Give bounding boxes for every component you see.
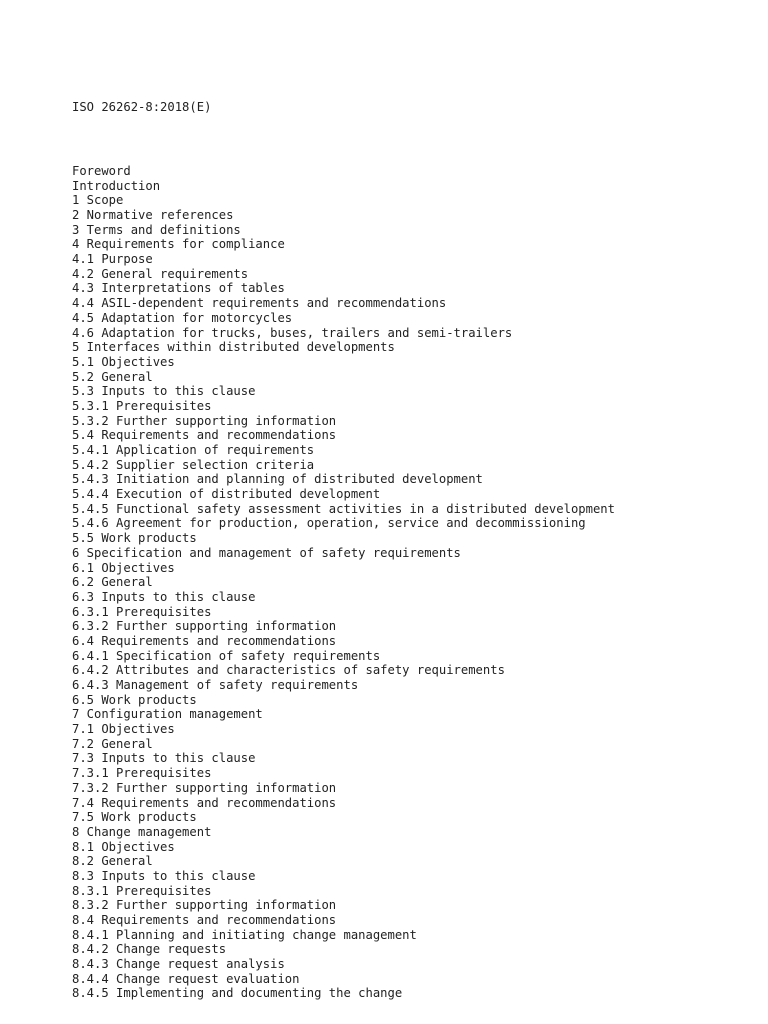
toc-entry: 5.4.3 Initiation and planning of distributed development: [72, 472, 483, 487]
toc-entry: 8.3 Inputs to this clause: [72, 868, 256, 883]
toc-entry: 7.3 Inputs to this clause: [72, 751, 256, 766]
toc-entry: 8.2 General: [72, 854, 153, 869]
toc-entry: 5.4.1 Application of requirements: [72, 443, 315, 458]
toc-entry: 5.4.2 Supplier selection criteria: [72, 457, 315, 472]
toc-entry: 5.3.2 Further supporting information: [72, 413, 337, 428]
toc-entry: 5 Interfaces within distributed developments: [72, 340, 395, 355]
toc-entry: 8.3.2 Further supporting information: [72, 898, 337, 913]
toc-entry: 6 Specification and management of safety requirements: [72, 545, 461, 560]
toc-entry: 4.2 General requirements: [72, 266, 249, 281]
toc-entry: 8.4.3 Change request analysis: [72, 957, 285, 972]
toc-entry: 6.3 Inputs to this clause: [72, 589, 256, 604]
toc-entry: 7.3.1 Prerequisites: [72, 766, 212, 781]
toc-entry: 6.4 Requirements and recommendations: [72, 633, 337, 648]
toc-entry: 2 Normative references: [72, 208, 234, 223]
toc-entry: 4.1 Purpose: [72, 252, 153, 267]
toc-entry: 8.4.1 Planning and initiating change management: [72, 927, 417, 942]
toc-entry: 6.1 Objectives: [72, 560, 175, 575]
toc-entry: 6.4.3 Management of safety requirements: [72, 678, 359, 693]
toc-entry: 4.5 Adaptation for motorcycles: [72, 310, 293, 325]
toc-entry: 6.4.1 Specification of safety requirements: [72, 648, 381, 663]
toc-entry: Foreword: [72, 163, 131, 178]
toc-entry: 8.4 Requirements and recommendations: [72, 913, 337, 928]
toc-entry: 4.6 Adaptation for trucks, buses, trailers and semi-trailers: [72, 325, 513, 340]
toc-entry: 7.4 Requirements and recommendations: [72, 795, 337, 810]
toc-entry: 5.2 General: [72, 369, 153, 384]
toc-entry: 3 Terms and definitions: [72, 222, 241, 237]
toc-entry: Introduction: [72, 178, 161, 193]
toc-entry: 5.4 Requirements and recommendations: [72, 428, 337, 443]
toc-entry: 6.3.1 Prerequisites: [72, 604, 212, 619]
toc-entry: 5.5 Work products: [72, 531, 197, 546]
toc-entry: 7.5 Work products: [72, 810, 197, 825]
toc-entry: 8.3.1 Prerequisites: [72, 883, 212, 898]
toc-entry: 7.2 General: [72, 736, 153, 751]
toc-entry: 1 Scope: [72, 193, 124, 208]
toc-entry: 8.4.5 Implementing and documenting the change: [72, 986, 403, 1001]
toc-entry: 5.4.6 Agreement for production, operation, service and decommissioning: [72, 516, 586, 531]
toc-entry: 6.4.2 Attributes and characteristics of safety requirements: [72, 663, 505, 678]
toc-entry: 6.5 Work products: [72, 692, 197, 707]
toc-entry: 4.3 Interpretations of tables: [72, 281, 285, 296]
toc-entry: 8.1 Objectives: [72, 839, 175, 854]
toc-entry: 5.1 Objectives: [72, 354, 175, 369]
toc-entry: 8 Change management: [72, 824, 212, 839]
table-of-contents: [72, 164, 615, 1001]
toc-entry: 7.1 Objectives: [72, 722, 175, 737]
toc-entry: 7.3.2 Further supporting information: [72, 780, 337, 795]
toc-entry: 5.3 Inputs to this clause: [72, 384, 256, 399]
toc-entry: 5.4.4 Execution of distributed development: [72, 487, 381, 502]
toc-entry: 7 Configuration management: [72, 707, 263, 722]
document-page: [72, 72, 615, 1015]
toc-entry: 6.2 General: [72, 575, 153, 590]
document-header: ISO 26262-8:2018(E): [72, 100, 212, 114]
toc-entry: 8.4.2 Change requests: [72, 942, 227, 957]
toc-entry: 5.4.5 Functional safety assessment activities in a distributed development: [72, 501, 615, 516]
toc-entry: 6.3.2 Further supporting information: [72, 619, 337, 634]
toc-entry: 4.4 ASIL-dependent requirements and recommendations: [72, 296, 447, 311]
toc-entry: 4 Requirements for compliance: [72, 237, 285, 252]
toc-entry: 5.3.1 Prerequisites: [72, 398, 212, 413]
toc-entry: 8.4.4 Change request evaluation: [72, 971, 300, 986]
